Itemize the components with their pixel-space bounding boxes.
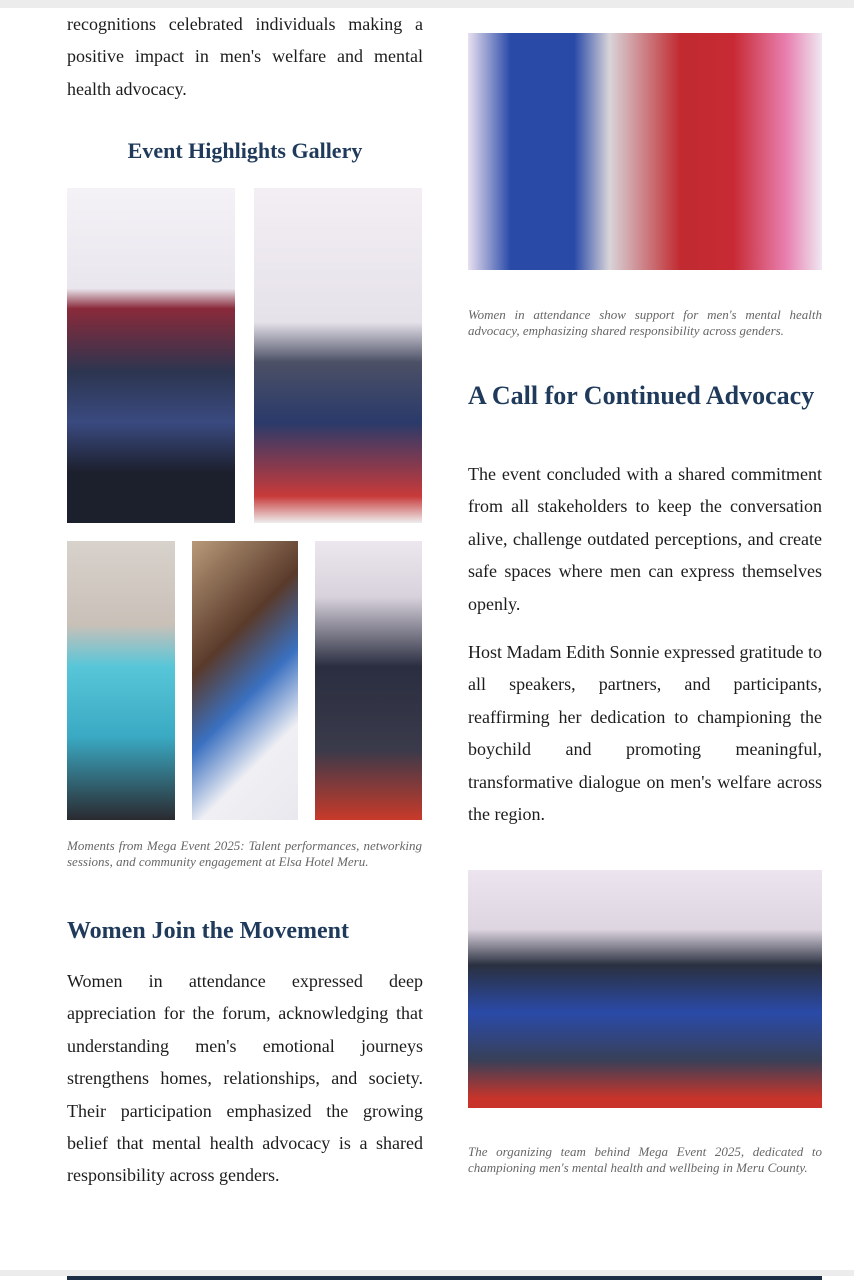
footer-bar xyxy=(67,1276,822,1280)
call-heading: A Call for Continued Advocacy xyxy=(468,381,815,410)
gallery-photo-crowd-standing[interactable] xyxy=(254,188,422,523)
gallery-caption: Moments from Mega Event 2025: Talent performances, networking sessions, and community engagement at Elsa Hotel Meru. xyxy=(67,838,422,869)
bottom-photo-caption: The organizing team behind Mega Event 2025, dedicated to championing men's mental health and wellbeing in Meru County. xyxy=(468,1144,822,1175)
call-paragraph-2: Host Madam Edith Sonnie expressed gratitude to all speakers, partners, and participants, reaffirming her dedication to championing the boychild and promoting meaningful, transformative dialogue on men's welfare across the region. xyxy=(468,642,822,825)
gallery-photo-woman-profile[interactable] xyxy=(192,541,298,820)
gallery-photo-audience-seated[interactable] xyxy=(67,188,235,523)
top-photo-caption: Women in attendance show support for men's mental health advocacy, emphasizing shared responsibility across genders. xyxy=(468,307,822,338)
top-page-divider xyxy=(0,0,854,8)
call-paragraph-1: The event concluded with a shared commitment from all stakeholders to keep the conversation alive, challenge outdated perceptions, and create safe spaces where men can express themselves openly. xyxy=(468,464,822,614)
women-heading: Women Join the Movement xyxy=(67,918,349,944)
intro-paragraph: recognitions celebrated individuals making a positive impact in men's welfare and mental health advocacy. xyxy=(67,14,423,99)
gallery-photo-man-in-blue-hoodie[interactable] xyxy=(67,541,175,820)
gallery-photo-group-standing[interactable] xyxy=(315,541,422,820)
photo-organizing-team[interactable] xyxy=(468,870,822,1108)
photo-women-on-stage[interactable] xyxy=(468,33,822,270)
gallery-heading: Event Highlights Gallery xyxy=(127,138,363,163)
women-paragraph: Women in attendance expressed deep appreciation for the forum, acknowledging that understanding men's emotional journeys strengthens homes, relationships, and society. Their participation emphasized the growing belief that mental health advocacy is a shared responsibility across genders. xyxy=(67,971,423,1186)
